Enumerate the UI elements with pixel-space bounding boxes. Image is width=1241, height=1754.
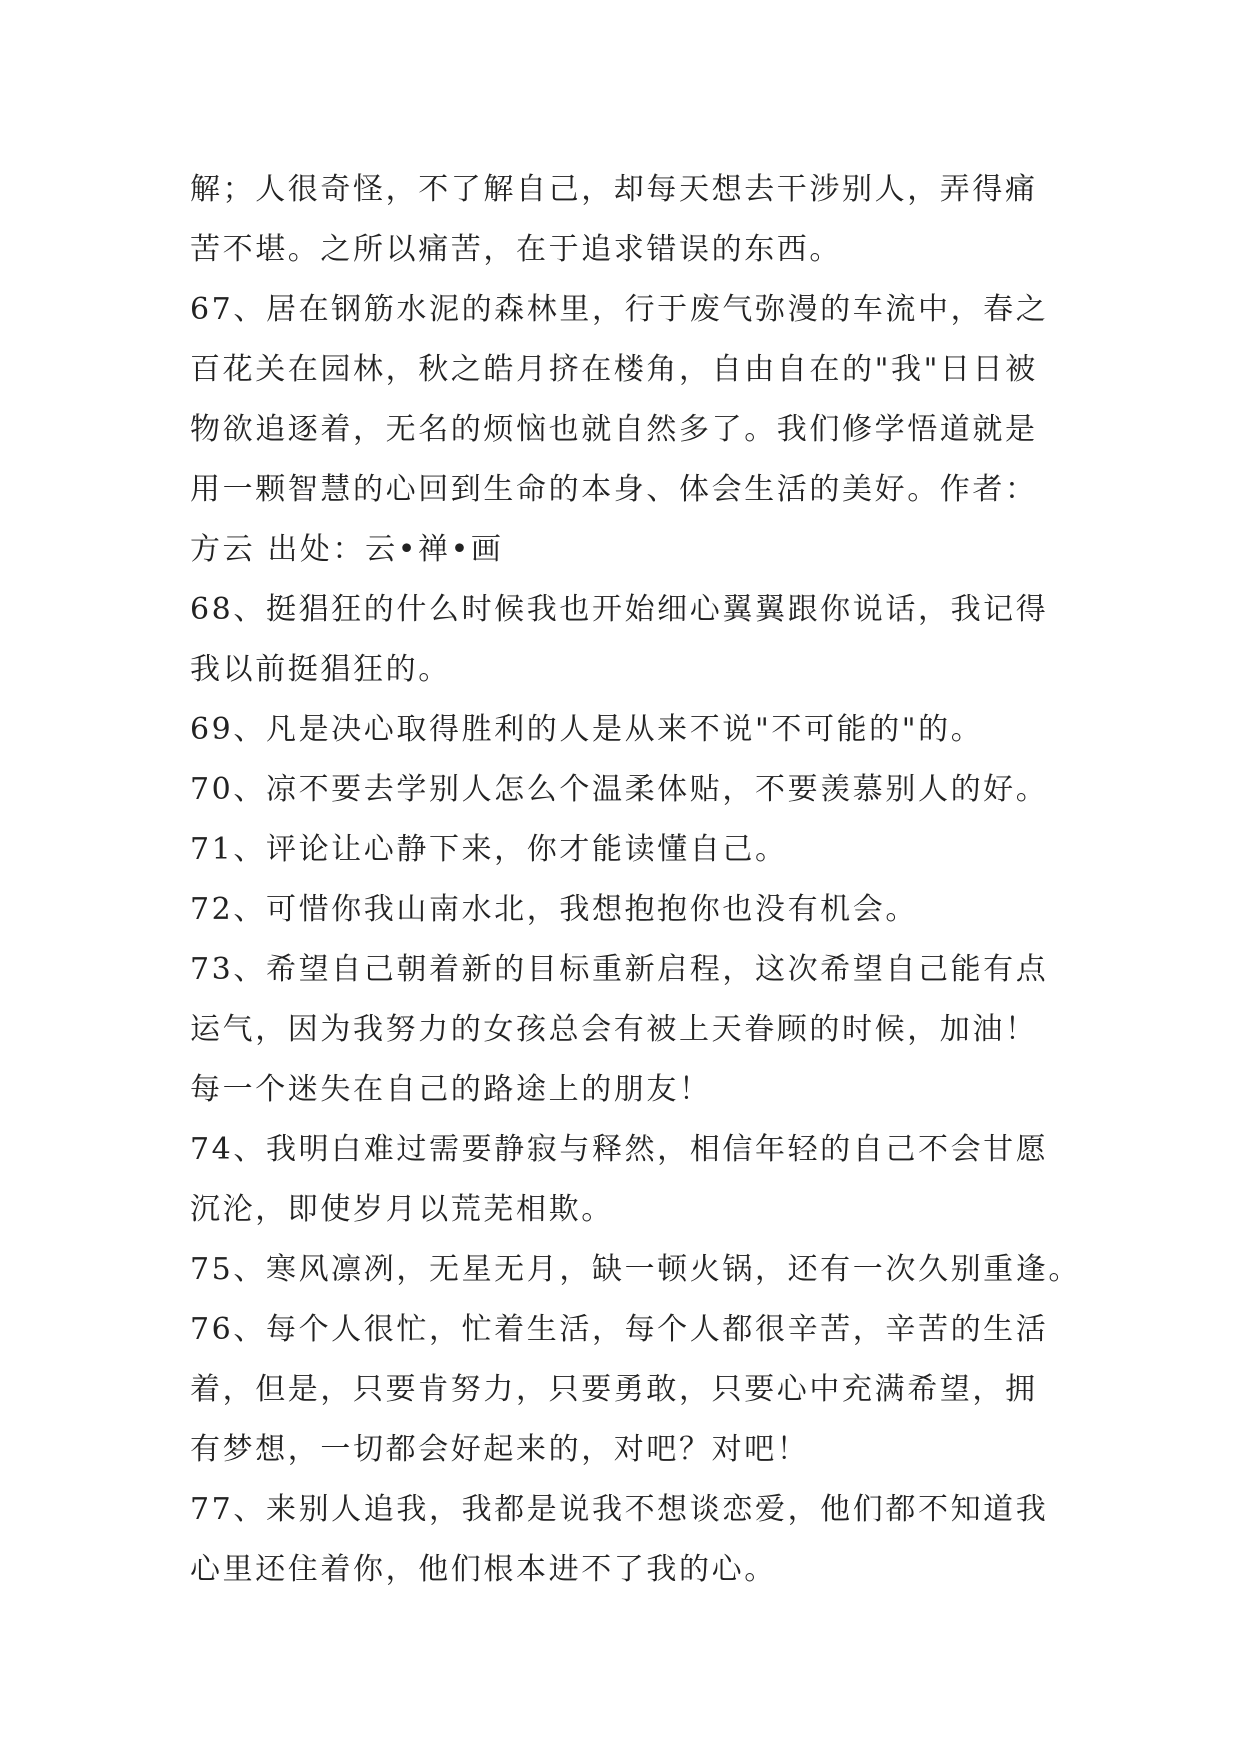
text-line: 心里还住着你，他们根本进不了我的心。 (190, 1552, 777, 1587)
text-line: 73、希望自己朝着新的目标重新启程，这次希望自己能有点 (190, 952, 1049, 987)
text-line: 用一颗智慧的心回到生命的本身、体会生活的美好。作者： (190, 472, 1038, 507)
text-line: 解；人很奇怪，不了解自己，却每天想去干涉别人，弄得痛 (190, 172, 1038, 207)
text-line: 沉沦，即使岁月以荒芜相欺。 (190, 1192, 614, 1227)
text-line: 67、居在钢筋水泥的森林里，行于废气弥漫的车流中，春之 (190, 292, 1049, 327)
text-line: 苦不堪。之所以痛苦，在于追求错误的东西。 (190, 232, 842, 267)
text-line: 68、挺猖狂的什么时候我也开始细心翼翼跟你说话，我记得 (190, 592, 1049, 627)
text-line: 71、评论让心静下来，你才能读懂自己。 (190, 832, 788, 867)
text-line: 有梦想，一切都会好起来的，对吧？对吧！ (190, 1432, 810, 1467)
text-line: 方云 出处：云•禅•画 (190, 532, 504, 567)
text-line: 百花关在园林，秋之皓月挤在楼角，自由自在的"我"日日被 (190, 352, 1038, 387)
text-line: 74、我明白难过需要静寂与释然，相信年轻的自己不会甘愿 (190, 1132, 1049, 1167)
text-line: 69、凡是决心取得胜利的人是从来不说"不可能的"的。 (190, 712, 984, 747)
document-body (190, 160, 1081, 1600)
text-line: 77、来别人追我，我都是说我不想谈恋爱，他们都不知道我 (190, 1492, 1049, 1527)
text-line: 72、可惜你我山南水北，我想抱抱你也没有机会。 (190, 892, 918, 927)
text-line: 我以前挺猖狂的。 (190, 652, 451, 687)
text-line: 运气，因为我努力的女孩总会有被上天眷顾的时候，加油！ (190, 1012, 1038, 1047)
text-line: 着，但是，只要肯努力，只要勇敢，只要心中充满希望，拥 (190, 1372, 1038, 1407)
text-line: 76、每个人很忙，忙着生活，每个人都很辛苦，辛苦的生活 (190, 1312, 1049, 1347)
text-line: 物欲追逐着，无名的烦恼也就自然多了。我们修学悟道就是 (190, 412, 1038, 447)
text-line: 每一个迷失在自己的路途上的朋友！ (190, 1072, 712, 1107)
text-line: 75、寒风凛冽，无星无月，缺一顿火锅，还有一次久别重逢。 (190, 1252, 1081, 1287)
text-line: 70、凉不要去学别人怎么个温柔体贴，不要羡慕别人的好。 (190, 772, 1049, 807)
